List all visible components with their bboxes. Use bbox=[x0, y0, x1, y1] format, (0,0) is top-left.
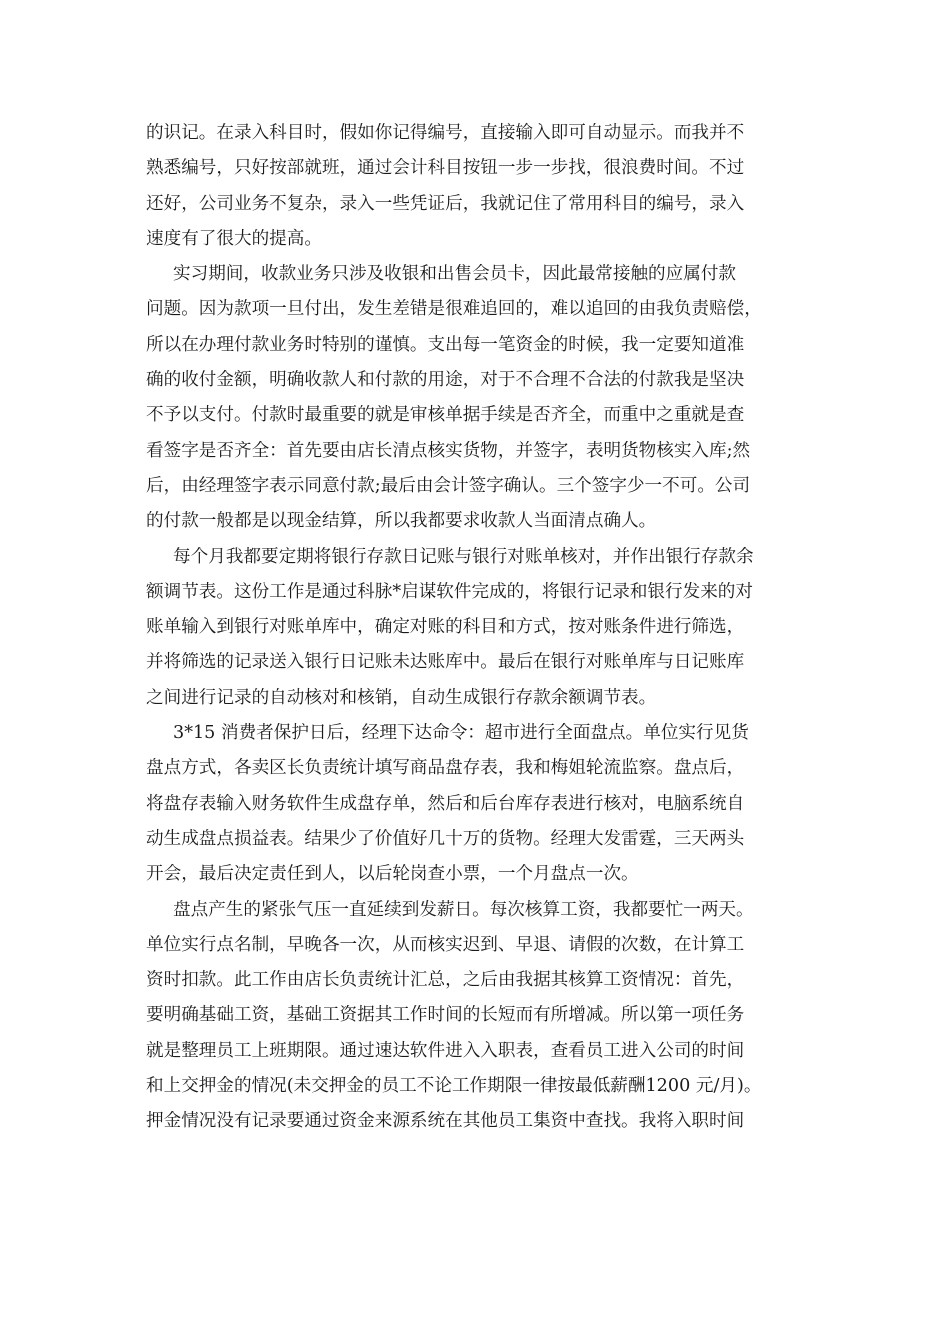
paragraph-1 bbox=[146, 116, 814, 257]
text-line: 确的收付金额，明确收款人和付款的用途，对于不合理不合法的付款我是坚决 bbox=[146, 370, 745, 391]
paragraph-4 bbox=[146, 716, 814, 892]
document-body bbox=[146, 116, 814, 1140]
text-line: 问题。因为款项一旦付出，发生差错是很难追回的，难以追回的由我负责赔偿， bbox=[146, 299, 762, 320]
text-line: 账单输入到银行对账单库中，确定对账的科目和方式，按对账条件进行筛选， bbox=[146, 617, 745, 638]
text-line: 实习期间，收款业务只涉及收银和出售会员卡，因此最常接触的应属付款 bbox=[173, 264, 737, 285]
text-line: 资时扣款。此工作由店长负责统计汇总，之后由我据其核算工资情况：首先， bbox=[146, 970, 745, 991]
text-line: 的付款一般都是以现金结算，所以我都要求收款人当面清点确人。 bbox=[146, 511, 657, 532]
text-line: 动生成盘点损益表。结果少了价值好几十万的货物。经理大发雷霆，三天两头 bbox=[146, 828, 745, 849]
text-line: 3*15 消费者保护日后，经理下达命令：超市进行全面盘点。单位实行见货 bbox=[173, 723, 749, 744]
text-line: 不予以支付。付款时最重要的就是审核单据手续是否齐全，而重中之重就是查 bbox=[146, 405, 745, 426]
text-line: 单位实行点名制，早晚各一次，从而核实迟到、早退、请假的次数，在计算工 bbox=[146, 934, 745, 955]
text-line: 之间进行记录的自动核对和核销，自动生成银行存款余额调节表。 bbox=[146, 687, 657, 708]
paragraph-3 bbox=[146, 540, 814, 716]
text-line: 后，由经理签字表示同意付款;最后由会计签字确认。三个签字少一不可。公司 bbox=[146, 475, 751, 496]
text-line: 和上交押金的情况(未交押金的员工不论工作期限一律按最低薪酬1200 元/月)。 bbox=[146, 1076, 762, 1097]
text-line: 所以在办理付款业务时特别的谨慎。支出每一笔资金的时候，我一定要知道准 bbox=[146, 334, 745, 355]
text-line: 还好，公司业务不复杂，录入一些凭证后，我就记住了常用科目的编号，录入 bbox=[146, 193, 745, 214]
text-line: 盘点方式，各卖区长负责统计填写商品盘存表，我和梅姐轮流监察。盘点后， bbox=[146, 758, 745, 779]
text-line: 额调节表。这份工作是通过科脉*启谋软件完成的，将银行记录和银行发来的对 bbox=[146, 581, 753, 602]
text-line: 每个月我都要定期将银行存款日记账与银行对账单核对，并作出银行存款余 bbox=[173, 546, 754, 567]
text-line: 盘点产生的紧张气压一直延续到发薪日。每次核算工资，我都要忙一两天。 bbox=[173, 899, 754, 920]
text-line: 熟悉编号，只好按部就班，通过会计科目按钮一步一步找，很浪费时间。不过 bbox=[146, 158, 745, 179]
text-line: 速度有了很大的提高。 bbox=[146, 228, 322, 249]
text-line: 的识记。在录入科目时，假如你记得编号，直接输入即可自动显示。而我并不 bbox=[146, 123, 745, 143]
text-line: 押金情况没有记录要通过资金来源系统在其他员工集资中查找。我将入职时间 bbox=[146, 1111, 745, 1132]
paragraph-5 bbox=[146, 893, 814, 1140]
text-line: 开会，最后决定责任到人，以后轮岗查小票，一个月盘点一次。 bbox=[146, 864, 639, 885]
text-line: 要明确基础工资，基础工资据其工作时间的长短而有所增减。所以第一项任务 bbox=[146, 1005, 745, 1026]
paragraph-2 bbox=[146, 257, 814, 539]
text-line: 看签字是否齐全：首先要由店长清点核实货物，并签字，表明货物核实入库;然 bbox=[146, 440, 751, 461]
text-line: 并将筛选的记录送入银行日记账未达账库中。最后在银行对账单库与日记账库 bbox=[146, 652, 745, 673]
text-line: 将盘存表输入财务软件生成盘存单，然后和后台库存表进行核对，电脑系统自 bbox=[146, 793, 745, 814]
text-line: 就是整理员工上班期限。通过速达软件进入入职表，查看员工进入公司的时间 bbox=[146, 1040, 745, 1061]
